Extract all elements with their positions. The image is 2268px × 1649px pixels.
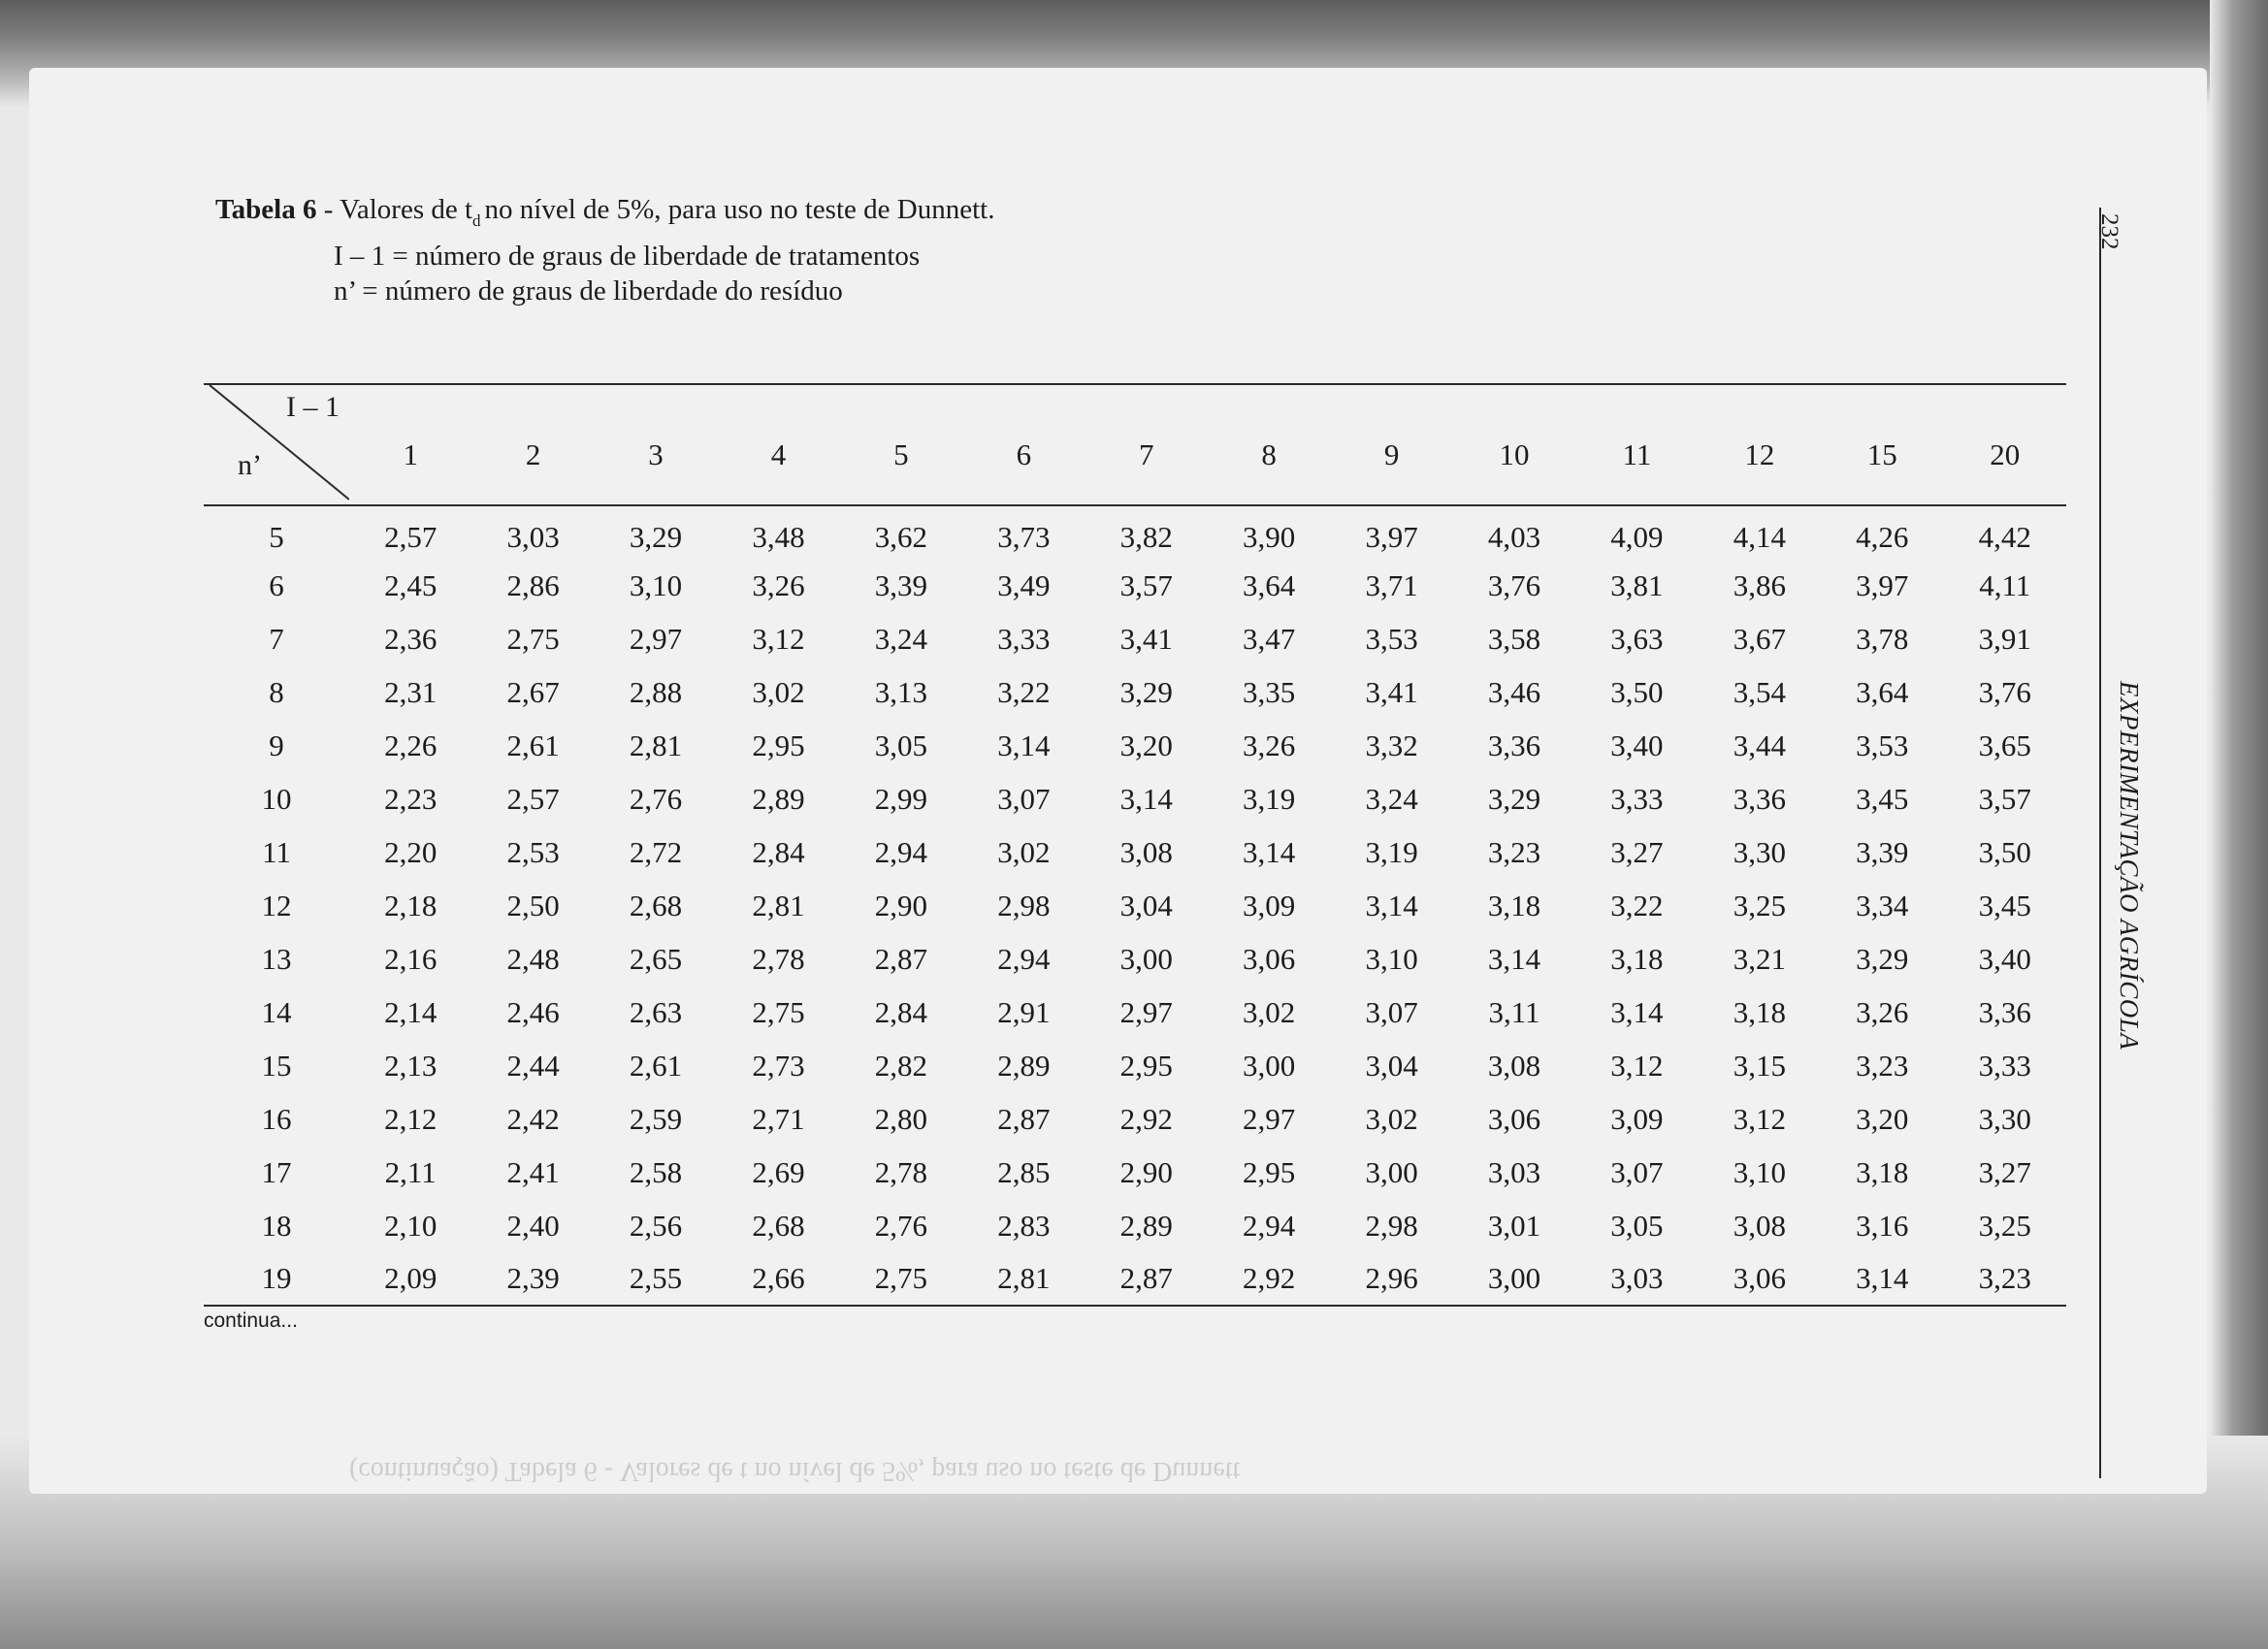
column-header: 1 <box>403 437 418 471</box>
table-cell: 3,58 <box>1487 621 1541 656</box>
table-cell: 3,81 <box>1610 567 1664 602</box>
table-cell: 3,18 <box>1733 994 1786 1029</box>
table-cell: 3,33 <box>1978 1048 2031 1083</box>
table-cell: 3,07 <box>1365 994 1418 1029</box>
column-header: 6 <box>1016 437 1032 471</box>
table-cell: 3,06 <box>1243 941 1296 976</box>
table-cell: 3,41 <box>1119 621 1173 656</box>
continua-note: continua... <box>204 1310 298 1332</box>
table-cell: 2,69 <box>752 1154 805 1189</box>
table-cell: 3,13 <box>874 674 928 709</box>
table-cell: 3,14 <box>1610 994 1664 1029</box>
column-header: 10 <box>1499 437 1530 471</box>
table-cell: 3,29 <box>1856 941 1909 976</box>
table-cell: 3,63 <box>1610 621 1664 656</box>
table-cell: 2,68 <box>752 1208 805 1243</box>
column-header: 20 <box>1990 437 2021 471</box>
table-cell: 3,36 <box>1487 728 1541 762</box>
table-row <box>204 559 2066 612</box>
table-cell: 2,68 <box>629 888 683 922</box>
column-header: 8 <box>1261 437 1277 471</box>
table-cell: 3,08 <box>1119 834 1173 869</box>
table-cell: 3,02 <box>752 674 805 709</box>
table-cell: 3,08 <box>1733 1208 1786 1243</box>
table-cell: 3,45 <box>1978 888 2031 922</box>
table-cell: 3,02 <box>1365 1101 1418 1136</box>
table-cell: 2,99 <box>874 781 928 816</box>
table-cell: 3,26 <box>752 567 805 602</box>
table-cell: 2,82 <box>874 1048 928 1083</box>
table-cell: 4,03 <box>1487 520 1541 554</box>
table-cell: 2,86 <box>506 567 560 602</box>
table-cell: 3,25 <box>1733 888 1786 922</box>
table-cell: 3,97 <box>1856 567 1909 602</box>
column-header: 7 <box>1138 437 1154 471</box>
table-cell: 3,20 <box>1856 1101 1909 1136</box>
table-cell: 3,10 <box>629 567 683 602</box>
table-cell: 2,26 <box>384 728 437 762</box>
table-cell: 2,66 <box>752 1261 805 1295</box>
table-cell: 3,10 <box>1733 1154 1786 1189</box>
table-cell: 2,98 <box>1365 1208 1418 1243</box>
table-cell: 2,71 <box>752 1101 805 1136</box>
table-cell: 2,42 <box>506 1101 560 1136</box>
row-label-n: 12 <box>261 888 292 922</box>
row-label-n: 8 <box>269 674 284 709</box>
table-cell: 3,39 <box>1856 834 1909 869</box>
table-cell: 3,40 <box>1610 728 1664 762</box>
table-cell: 2,90 <box>1119 1154 1173 1189</box>
table-cell: 3,78 <box>1856 621 1909 656</box>
table-header <box>204 384 2066 505</box>
row-label-n: 5 <box>269 520 284 554</box>
caption-line-3: n’ = número de graus de liberdade do resíduo <box>334 275 843 307</box>
table-cell: 2,75 <box>506 621 560 656</box>
caption-line-1 <box>215 192 994 239</box>
table-cell: 3,14 <box>1119 781 1173 816</box>
table-cell: 3,03 <box>506 520 560 554</box>
row-label-n: 11 <box>262 834 291 869</box>
page-number: 232 <box>2096 213 2122 250</box>
table-cell: 3,97 <box>1365 520 1418 554</box>
table-cell: 3,15 <box>1733 1048 1786 1083</box>
table-cell: 2,81 <box>752 888 805 922</box>
table-cell: 2,41 <box>506 1154 560 1189</box>
table-cell: 2,46 <box>506 994 560 1029</box>
table-cell: 3,53 <box>1856 728 1909 762</box>
column-header: 4 <box>770 437 787 471</box>
table-cell: 3,14 <box>1243 834 1296 869</box>
table-cell: 2,65 <box>629 941 683 976</box>
table-cell: 3,91 <box>1978 621 2031 656</box>
table-cell: 2,97 <box>629 621 683 656</box>
table-cell: 2,12 <box>384 1101 437 1136</box>
table-cell: 3,64 <box>1243 567 1296 602</box>
table-cell: 3,47 <box>1243 621 1296 656</box>
table-cell: 3,24 <box>1365 781 1418 816</box>
table-cell: 2,76 <box>629 781 683 816</box>
caption-subscript: d <box>472 211 481 230</box>
table-cell: 3,21 <box>1733 941 1786 976</box>
table-cell: 3,36 <box>1978 994 2031 1029</box>
header-row <box>204 384 2066 505</box>
table-cell: 3,04 <box>1365 1048 1418 1083</box>
caption-label: Tabela 6 <box>215 194 317 225</box>
table-cell: 3,19 <box>1243 781 1296 816</box>
corner-label-residual: n’ <box>238 449 262 481</box>
table-cell: 3,48 <box>752 520 805 554</box>
table-cell: 2,91 <box>997 994 1051 1029</box>
table-cell: 2,48 <box>506 941 560 976</box>
table-cell: 4,11 <box>1979 567 2031 602</box>
table-row <box>204 612 2066 665</box>
table-cell: 2,56 <box>629 1208 683 1243</box>
column-header: 12 <box>1744 437 1775 471</box>
table-caption <box>215 192 994 308</box>
row-label-n: 10 <box>261 781 292 816</box>
table-cell: 3,14 <box>1856 1261 1909 1295</box>
row-label-n: 13 <box>261 941 292 976</box>
margin-rule <box>2099 208 2101 1478</box>
table-cell: 3,25 <box>1978 1208 2031 1243</box>
table-cell: 3,27 <box>1610 834 1664 869</box>
table-cell: 2,57 <box>384 520 437 554</box>
table-cell: 3,18 <box>1487 888 1541 922</box>
table-cell: 3,64 <box>1856 674 1909 709</box>
table-cell: 3,03 <box>1610 1261 1664 1295</box>
table-cell: 3,45 <box>1856 781 1909 816</box>
table-cell: 3,54 <box>1733 674 1786 709</box>
table-cell: 3,20 <box>1119 728 1173 762</box>
column-header: 5 <box>893 437 909 471</box>
table-cell: 3,02 <box>1243 994 1296 1029</box>
table-cell: 2,57 <box>506 781 560 816</box>
table-cell: 3,30 <box>1978 1101 2031 1136</box>
column-header: 15 <box>1866 437 1897 471</box>
row-label-n: 19 <box>261 1261 292 1295</box>
table-cell: 3,14 <box>1487 941 1541 976</box>
column-header: 9 <box>1383 437 1400 471</box>
table-row <box>204 879 2066 932</box>
table-row <box>204 986 2066 1039</box>
table-cell: 3,04 <box>1119 888 1173 922</box>
table-cell: 3,18 <box>1610 941 1664 976</box>
table-cell: 3,34 <box>1856 888 1909 922</box>
table-row <box>204 1146 2066 1199</box>
table-cell: 2,90 <box>874 888 928 922</box>
table-cell: 2,76 <box>874 1208 928 1243</box>
table-row <box>204 932 2066 986</box>
table-cell: 3,05 <box>874 728 928 762</box>
table-cell: 2,61 <box>506 728 560 762</box>
table-body <box>204 505 2066 1306</box>
table-cell: 3,11 <box>1488 994 1540 1029</box>
table-cell: 2,95 <box>1119 1048 1173 1083</box>
table-cell: 3,29 <box>1119 674 1173 709</box>
table-cell: 2,98 <box>997 888 1051 922</box>
table-cell: 2,16 <box>384 941 437 976</box>
table-cell: 2,59 <box>629 1101 683 1136</box>
table-cell: 4,09 <box>1610 520 1664 554</box>
table-cell: 3,57 <box>1119 567 1173 602</box>
table-cell: 2,92 <box>1243 1261 1296 1295</box>
row-label-n: 9 <box>269 728 284 762</box>
table-cell: 3,33 <box>997 621 1051 656</box>
table-cell: 2,78 <box>874 1154 928 1189</box>
table-cell: 2,94 <box>997 941 1051 976</box>
table-row <box>204 719 2066 772</box>
table-cell: 3,18 <box>1856 1154 1909 1189</box>
dunnett-table <box>204 383 2066 1307</box>
table-cell: 3,12 <box>752 621 805 656</box>
table-cell: 3,08 <box>1487 1048 1541 1083</box>
table-cell: 3,05 <box>1610 1208 1664 1243</box>
table-cell: 3,00 <box>1365 1154 1418 1189</box>
table-cell: 3,19 <box>1365 834 1418 869</box>
table-cell: 2,67 <box>506 674 560 709</box>
table-cell: 2,20 <box>384 834 437 869</box>
table-cell: 3,62 <box>874 520 928 554</box>
table-cell: 2,44 <box>506 1048 560 1083</box>
row-label-n: 6 <box>269 567 284 602</box>
table-cell: 3,22 <box>1610 888 1664 922</box>
table-cell: 2,81 <box>629 728 683 762</box>
table-cell: 2,72 <box>629 834 683 869</box>
table-cell: 3,53 <box>1365 621 1418 656</box>
table-cell: 2,95 <box>1243 1154 1296 1189</box>
table-cell: 3,76 <box>1487 567 1541 602</box>
table-cell: 3,14 <box>997 728 1051 762</box>
table-cell: 3,01 <box>1487 1208 1541 1243</box>
table-cell: 3,32 <box>1365 728 1418 762</box>
caption-line-2: I – 1 = número de graus de liberdade de tratamentos <box>334 241 921 272</box>
table-cell: 2,40 <box>506 1208 560 1243</box>
row-label-n: 15 <box>261 1048 292 1083</box>
table-cell: 2,73 <box>752 1048 805 1083</box>
table-cell: 3,27 <box>1978 1154 2031 1189</box>
table-cell: 3,00 <box>1487 1261 1541 1295</box>
table-cell: 2,13 <box>384 1048 437 1083</box>
table-cell: 3,26 <box>1243 728 1296 762</box>
table-cell: 3,12 <box>1610 1048 1664 1083</box>
table-cell: 3,35 <box>1243 674 1296 709</box>
table-row <box>204 665 2066 719</box>
table-cell: 2,75 <box>752 994 805 1029</box>
table-row <box>204 1039 2066 1092</box>
table-cell: 3,46 <box>1487 674 1541 709</box>
table-cell: 3,09 <box>1610 1101 1664 1136</box>
table-cell: 3,33 <box>1610 781 1664 816</box>
table-cell: 2,97 <box>1119 994 1173 1029</box>
table-cell: 3,71 <box>1365 567 1418 602</box>
table-cell: 3,39 <box>874 567 928 602</box>
column-header: 11 <box>1622 437 1652 471</box>
table-cell: 2,23 <box>384 781 437 816</box>
table-cell: 2,96 <box>1365 1261 1418 1295</box>
table-cell: 3,90 <box>1243 520 1296 554</box>
table-cell: 2,80 <box>874 1101 928 1136</box>
table-cell: 3,26 <box>1856 994 1909 1029</box>
table-cell: 3,73 <box>997 520 1051 554</box>
table-cell: 4,26 <box>1856 520 1909 554</box>
table-cell: 3,23 <box>1856 1048 1909 1083</box>
row-label-n: 17 <box>261 1154 292 1189</box>
table-cell: 3,65 <box>1978 728 2031 762</box>
table-cell: 3,23 <box>1487 834 1541 869</box>
table-cell: 2,61 <box>629 1048 683 1083</box>
table-cell: 2,89 <box>752 781 805 816</box>
table-cell: 2,84 <box>752 834 805 869</box>
table-cell: 3,06 <box>1487 1101 1541 1136</box>
running-head: EXPERIMENTAÇÃO AGRÍCOLA <box>2115 681 2144 1051</box>
table-cell: 2,89 <box>1119 1208 1173 1243</box>
table-cell: 2,97 <box>1243 1101 1296 1136</box>
scan-shadow-right <box>2210 0 2268 1649</box>
table-cell: 2,63 <box>629 994 683 1029</box>
table-cell: 2,94 <box>1243 1208 1296 1243</box>
table-cell: 2,09 <box>384 1261 437 1295</box>
row-label-n: 7 <box>269 621 284 656</box>
table-cell: 3,57 <box>1978 781 2031 816</box>
table-cell: 3,02 <box>997 834 1051 869</box>
table-cell: 2,55 <box>629 1261 683 1295</box>
table-cell: 2,84 <box>874 994 928 1029</box>
table-cell: 2,18 <box>384 888 437 922</box>
caption-rest: no nível de 5%, para uso no teste de Dunnett. <box>484 194 995 225</box>
table-cell: 4,14 <box>1733 520 1786 554</box>
table-cell: 3,40 <box>1978 941 2031 976</box>
corner-cell <box>204 384 349 505</box>
table-cell: 3,50 <box>1978 834 2031 869</box>
table-row <box>204 825 2066 879</box>
corner-label-treatments: I – 1 <box>286 391 340 423</box>
bleed-through-text: (continuação) Tabela 6 - Valores de t no nível de 5%, para uso no teste de Dunnett <box>349 1456 1241 1486</box>
table-cell: 2,10 <box>384 1208 437 1243</box>
table-cell: 2,85 <box>997 1154 1051 1189</box>
table-cell: 2,94 <box>874 834 928 869</box>
caption-prefix: - Valores de t <box>316 194 473 225</box>
table-cell: 3,36 <box>1733 781 1786 816</box>
table-cell: 3,86 <box>1733 567 1786 602</box>
table-cell: 3,29 <box>1487 781 1541 816</box>
table-cell: 2,92 <box>1119 1101 1173 1136</box>
table-cell: 3,22 <box>997 674 1051 709</box>
table-cell: 3,07 <box>1610 1154 1664 1189</box>
table-cell: 3,44 <box>1733 728 1786 762</box>
table-cell: 3,09 <box>1243 888 1296 922</box>
column-header: 2 <box>525 437 541 471</box>
table-cell: 2,87 <box>1119 1261 1173 1295</box>
table-cell: 3,76 <box>1978 674 2031 709</box>
table-cell: 3,14 <box>1365 888 1418 922</box>
table-cell: 3,12 <box>1733 1101 1786 1136</box>
table-cell: 2,53 <box>506 834 560 869</box>
row-label-n: 16 <box>261 1101 292 1136</box>
table-cell: 2,87 <box>874 941 928 976</box>
table-row <box>204 1199 2066 1252</box>
table-row <box>204 772 2066 825</box>
table-cell: 3,07 <box>997 781 1051 816</box>
table-cell: 2,75 <box>874 1261 928 1295</box>
table-cell: 2,83 <box>997 1208 1051 1243</box>
row-label-n: 18 <box>261 1208 292 1243</box>
column-header: 3 <box>648 437 664 471</box>
table-cell: 3,50 <box>1610 674 1664 709</box>
table-cell: 2,81 <box>997 1261 1051 1295</box>
table-cell: 3,23 <box>1978 1261 2031 1295</box>
table-cell: 3,16 <box>1856 1208 1909 1243</box>
table-cell: 3,41 <box>1365 674 1418 709</box>
table-row <box>204 1092 2066 1146</box>
table-cell: 3,24 <box>874 621 928 656</box>
table-cell: 3,10 <box>1365 941 1418 976</box>
table-cell: 2,39 <box>506 1261 560 1295</box>
table-cell: 2,45 <box>384 567 437 602</box>
table-cell: 3,00 <box>1243 1048 1296 1083</box>
table-cell: 3,03 <box>1487 1154 1541 1189</box>
table-cell: 2,50 <box>506 888 560 922</box>
table-cell: 4,42 <box>1978 520 2031 554</box>
table-cell: 2,89 <box>997 1048 1051 1083</box>
row-label-n: 14 <box>261 994 292 1029</box>
table-cell: 2,36 <box>384 621 437 656</box>
table-cell: 2,88 <box>629 674 683 709</box>
table-cell: 2,14 <box>384 994 437 1029</box>
table-cell: 2,11 <box>384 1154 437 1189</box>
table-cell: 2,58 <box>629 1154 683 1189</box>
table-cell: 3,06 <box>1733 1261 1786 1295</box>
table-cell: 2,95 <box>752 728 805 762</box>
table-cell: 3,49 <box>997 567 1051 602</box>
table-cell: 2,78 <box>752 941 805 976</box>
table-cell: 3,82 <box>1119 520 1173 554</box>
table-cell: 3,67 <box>1733 621 1786 656</box>
table-row <box>204 505 2066 559</box>
table-cell: 3,30 <box>1733 834 1786 869</box>
table-cell: 2,87 <box>997 1101 1051 1136</box>
table-cell: 3,29 <box>629 520 683 554</box>
table-cell: 3,00 <box>1119 941 1173 976</box>
table-cell: 2,31 <box>384 674 437 709</box>
table-row <box>204 1252 2066 1306</box>
